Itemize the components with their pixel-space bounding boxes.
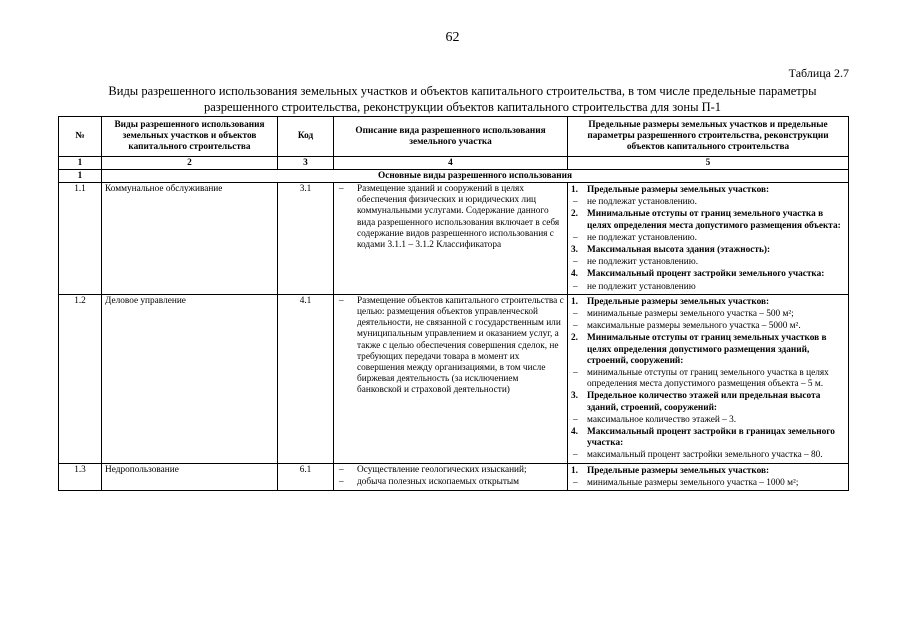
header-desc: Описание вида разрешенного использования земельного участка: [334, 117, 568, 157]
limit-number: 4.: [571, 269, 578, 280]
limits-cell: [568, 294, 849, 463]
regulations-table: [58, 116, 849, 491]
limit-item: – минимальные отступы от границ земельного участка в целях определения места допустимого размещения объекта – 5 м.: [573, 368, 829, 390]
table-row: [59, 294, 849, 463]
use-description: [334, 463, 568, 490]
use-code: 6.1: [278, 463, 334, 490]
limit-item-text: максимальные размеры земельного участка – 5000 м².: [587, 321, 801, 332]
limit-heading-text: Максимальный процент застройки в границах земельного участка:: [587, 427, 835, 449]
limit-item-text: минимальные отступы от границ земельного участка в целях определения места допустимого размещения объекта – 5 м.: [587, 368, 829, 390]
limit-number: 1.: [571, 465, 578, 476]
col-number: 2: [102, 157, 278, 170]
section-row: [59, 170, 849, 183]
limit-heading: [571, 297, 845, 308]
limit-heading: [571, 269, 845, 280]
use-type: Недропользование: [102, 463, 278, 490]
limit-item: – не подлежат установлению.: [573, 232, 697, 243]
col-number: 3: [278, 157, 334, 170]
limit-heading: [571, 333, 845, 367]
description-item: – добыча полезных ископаемых открытым: [337, 477, 564, 488]
limit-item-text: не подлежат установлению.: [587, 197, 697, 208]
use-type: Деловое управление: [102, 294, 278, 463]
limit-item: – не подлежат установлению.: [573, 197, 697, 208]
section-title: Основные виды разрешенного использования: [102, 170, 849, 183]
limit-item-text: минимальные размеры земельного участка – 1000 м²;: [587, 477, 799, 488]
limit-item-text: не подлежат установлению.: [587, 232, 697, 243]
limit-item-text: не подлежит установлению: [587, 281, 696, 292]
use-code: 4.1: [278, 294, 334, 463]
limit-item: – не подлежит установлению.: [573, 257, 699, 268]
limit-number: 4.: [571, 427, 578, 438]
limit-item: – не подлежит установлению: [573, 281, 696, 292]
header-limits: Предельные размеры земельных участков и предельные параметры разрешенного строительства, реконструкции объектов капитального строительства: [568, 117, 849, 157]
header-row: [59, 117, 849, 157]
limit-number: 2.: [571, 333, 578, 344]
limit-heading: [571, 427, 845, 449]
limit-heading-text: Максимальная высота здания (этажность):: [587, 245, 771, 256]
description-item: – Осуществление геологических изысканий;: [337, 465, 564, 476]
page-number: 62: [445, 30, 460, 45]
limits-cell: [568, 183, 849, 295]
limit-number: 3.: [571, 391, 578, 402]
limit-heading-text: Минимальные отступы от границ земельных участков в целях определения допустимого размещения зданий, строений, сооружений:: [587, 333, 827, 366]
description-item: – Размещение объектов капитального строительства с целью: размещения объектов управленческой деятельности, не связанной с государственным или муниципальным управлением и оказанием услуг, а также с целью обеспечения совершения сделок, не требующих передачи товара в момент их совершения между организациями, в том числе биржевая деятельность (за исключением банковской и страховой деятельности): [337, 296, 564, 397]
use-type: Коммунальное обслуживание: [102, 183, 278, 295]
column-number-row: [59, 157, 849, 170]
limit-item-text: минимальные размеры земельного участка – 500 м²;: [587, 309, 794, 320]
section-num: 1: [59, 170, 102, 183]
use-code: 3.1: [278, 183, 334, 295]
limit-item-text: максимальный процент застройки земельного участка – 80.: [587, 450, 823, 461]
limit-heading-text: Предельные размеры земельных участков:: [587, 185, 770, 195]
limit-heading: [571, 185, 845, 196]
table-row: [59, 183, 849, 295]
limit-item-text: не подлежит установлению.: [587, 257, 699, 268]
limit-heading: [571, 245, 845, 256]
limit-item: – минимальные размеры земельного участка – 1000 м²;: [573, 477, 799, 488]
limit-number: 3.: [571, 245, 578, 256]
row-number: 1.2: [59, 294, 102, 463]
limit-heading: [571, 391, 845, 413]
table-caption: Виды разрешенного использования земельных участков и объектов капитального строительства, в том числе предельные параметры разрешенного строительства, реконструкции объектов капитального строительства для зоны П-1: [108, 84, 817, 114]
row-number: 1.1: [59, 183, 102, 295]
limit-heading: [571, 209, 845, 231]
limit-number: 1.: [571, 185, 578, 195]
header-code: Код: [278, 117, 334, 157]
description-item: – Размещение зданий и сооружений в целях обеспечения физических и юридических лиц коммунальными услугами. Содержание данного вида разрешенного использования включает в себя содержание видов разрешенного использования с кодами 3.1.1 – 3.1.2 Классификатора: [337, 184, 564, 251]
col-number: 1: [59, 157, 102, 170]
use-description: [334, 294, 568, 463]
header-num: №: [59, 117, 102, 157]
limit-number: 2.: [571, 209, 578, 220]
limit-heading: [571, 466, 845, 477]
limit-item: – максимальное количество этажей – 3.: [573, 414, 737, 425]
limit-item-text: максимальное количество этажей – 3.: [587, 414, 737, 425]
col-number: 5: [568, 157, 849, 170]
header-type: Виды разрешенного использования земельных участков и объектов капитального строительства: [102, 117, 278, 157]
limit-heading-text: Максимальный процент застройки земельного участка:: [587, 269, 825, 280]
table-label: Таблица 2.7: [788, 66, 849, 80]
limit-heading-text: Предельные размеры земельных участков:: [587, 296, 770, 307]
use-description: [334, 183, 568, 295]
limit-heading-text: Предельные размеры земельных участков:: [587, 465, 770, 476]
limit-item: – максимальный процент застройки земельного участка – 80.: [573, 450, 823, 461]
limit-heading-text: Минимальные отступы от границ земельного участка в целях определения места допустимого размещения объекта:: [587, 209, 841, 231]
col-number: 4: [334, 157, 568, 170]
limits-cell: [568, 463, 849, 490]
row-number: 1.3: [59, 463, 102, 490]
limit-item: – минимальные размеры земельного участка – 500 м²;: [573, 309, 794, 320]
limit-item: – максимальные размеры земельного участка – 5000 м².: [573, 321, 801, 332]
table-body: [59, 183, 849, 491]
limit-heading-text: Предельное количество этажей или предельная высота зданий, строений, сооружений:: [587, 391, 821, 413]
limit-number: 1.: [571, 296, 578, 307]
table-row: [59, 463, 849, 490]
